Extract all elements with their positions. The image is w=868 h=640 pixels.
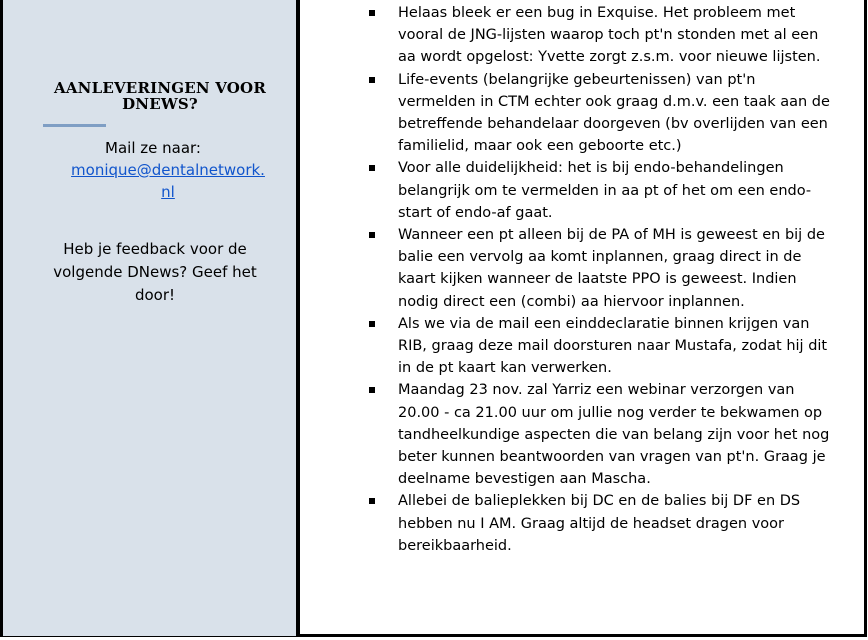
news-bullet-text: Voor alle duidelijkheid: het is bij endo-behandelingen belangrijk om te vermelden in aa pt of het om een endo-start of endo-af gaat.: [398, 160, 812, 221]
square-bullet-icon: [369, 498, 375, 504]
sidebar-heading-line2: DNEWS?: [122, 95, 198, 113]
email-link-line1[interactable]: monique@dentalnetwork.: [71, 161, 265, 179]
news-bullet-item: [366, 313, 836, 380]
square-bullet-icon: [369, 77, 375, 83]
square-bullet-icon: [369, 232, 375, 238]
email-link[interactable]: [63, 159, 273, 203]
news-bullet-text: Life-events (belangrijke gebeurtenissen) van pt'n vermelden in CTM echter ook graag d.m.v. een taak aan de betreffende behandelaar doorgeven (bv overlijden van een familielid, maar ook een geboorte etc.): [398, 71, 830, 155]
news-bullet-item: [366, 490, 836, 557]
email-link-line2[interactable]: nl: [161, 183, 175, 201]
square-bullet-icon: [369, 165, 375, 171]
sidebar-heading: [25, 80, 295, 112]
square-bullet-icon: [369, 321, 375, 327]
news-bullet-list: [366, 2, 836, 557]
news-bullet-text: Maandag 23 nov. zal Yarriz een webinar verzorgen van 20.00 - ca 21.00 uur om jullie nog verder te bekwamen op tandheelkundige aspecten die van belang zijn voor het nog beter kunnen beantwoorden van vragen van pt'n. Graag je deelname bevestigen aan Mascha.: [398, 382, 830, 488]
heading-divider: [43, 124, 106, 127]
sidebar-heading-line1: AANLEVERINGEN VOOR: [54, 79, 266, 97]
square-bullet-icon: [369, 10, 375, 16]
news-bullet-text: Wanneer een pt alleen bij de PA of MH is geweest en bij de balie een vervolg aa komt inplannen, graag direct in de kaart kijken wanneer de laatste PPO is geweest. Indien nodig direct een (combi) aa hiervoor inplannen.: [398, 227, 825, 310]
news-bullet-text: Allebei de balieplekken bij DC en de balies bij DF en DS hebben nu I AM. Graag altijd de headset dragen voor bereikbaarheid.: [398, 493, 801, 554]
square-bullet-icon: [369, 387, 375, 393]
news-bullet-item: [366, 157, 836, 224]
news-bullet-text: Als we via de mail een einddeclaratie binnen krijgen van RIB, graag deze mail doorsturen naar Mustafa, zodat hij dit in de pt kaart kan verwerken.: [398, 315, 828, 377]
news-bullet-item: [366, 379, 836, 490]
news-bullet-text: Helaas bleek er een bug in Exquise. Het probleem met vooral de JNG-lijsten waarop toch pt'n stonden met al een aa wordt opgelost: Yvette zorgt z.s.m. voor nieuwe lijsten.: [398, 5, 821, 66]
news-bullet-item: [366, 224, 836, 313]
feedback-text: Heb je feedback voor de volgende DNews? Geef het door!: [53, 240, 257, 304]
mail-label: Mail ze naar:: [105, 139, 201, 157]
sidebar-panel: [0, 0, 300, 636]
news-bullet-item: [366, 69, 836, 158]
news-bullet-item: [366, 2, 836, 69]
